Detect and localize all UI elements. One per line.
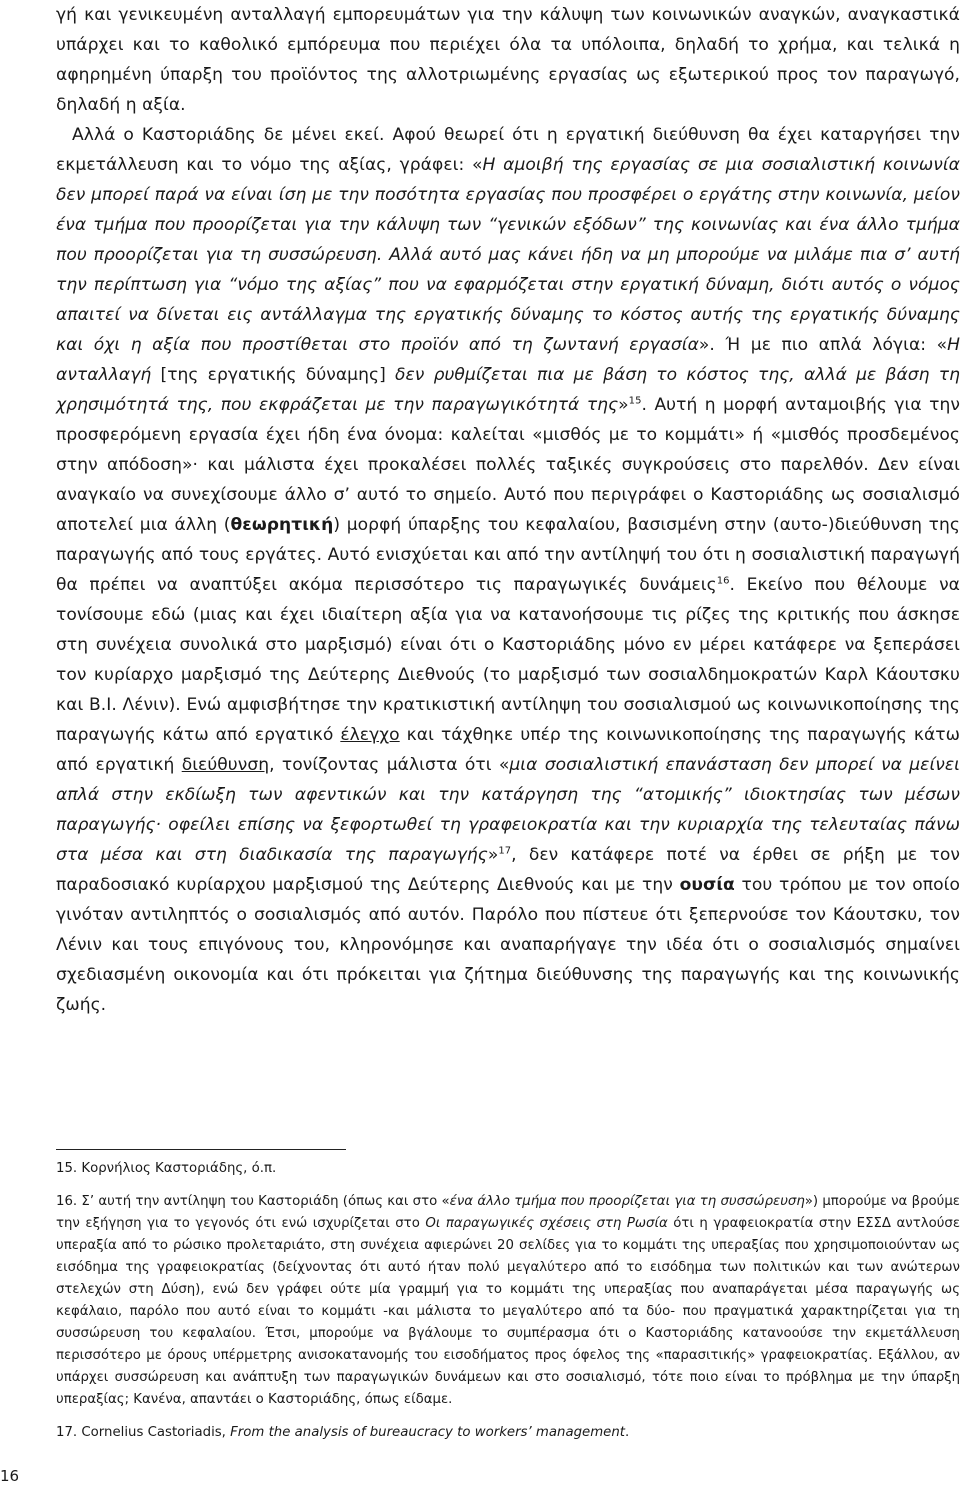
fn17-book-title: From the analysis of bureaucracy to workers’ management — [230, 1425, 626, 1440]
footnote-ref-17[interactable]: 17 — [498, 845, 512, 857]
footnotes — [56, 1158, 960, 1444]
main-text — [56, 0, 960, 1020]
p2-text-4: ) μορφή ύπαρξης του κεφαλαίου, βασισμένη στην (αυτο-)διεύθυνση της παραγωγής από τους εργάτες. Αυτό ενισχύεται και από την αντίληψή του ότι η σοσιαλιστική παραγωγή θα πρέπει να αναπτύξει ακόμα περισσότερο τις παραγωγικές δυνάμεις — [56, 515, 960, 595]
fn16-italic-1: ένα άλλο τμήμα που προορίζεται για τη συσσώρευση — [449, 1194, 805, 1209]
fn16-text-1: 16. Σ’ αυτή την αντίληψη του Καστοριάδη (όπως και στο « — [56, 1194, 450, 1209]
footnote-17 — [56, 1422, 960, 1444]
p2-text-5: . Εκείνο που θέλουμε να τονίσουμε εδώ (μιας και έχει ιδιαίτερη αξία για να κατανοήσουμε τις ρίζες της κριτικής που άσκησε στη συνέχεια συνολικά στο μαρξισμό) είναι ότι ο Καστοριάδης μόνο εν μέρει κατάφερε να ξεπεράσει τον κυρίαρχο μαρξισμό της Δεύτερης Διεθνούς (το μαρξισμό των σοσιαλδημοκρατών Καρλ Κάουτσκυ και Β.Ι. Λένιν). Ενώ αμφισβήτησε την κρατικιστική αντίληψη του σοσιαλισμού ως κοινωνικοποίησης της παραγωγής κάτω από εργατικό — [56, 575, 960, 745]
footnote-ref-15[interactable]: 15 — [628, 395, 642, 407]
fn16-text-3: ότι η γραφειοκρατία στην ΕΣΣΔ αντλούσε υπεραξία από το ρώσικο προλεταριάτο, στη συνέχεια αφιερώνει 20 σελίδες για το κομμάτι της υπεραξίας που χρησιμοποιούνταν ως εισόδημα της γραφειοκρατίας (δείχνοντας ότι αυτό ήταν πολύ μεγαλύτερο από το εισόδημα των πολιτικών και των ανώτερων στελεχών στη Δύση), ενώ δεν γράφει ούτε μία γραμμή για το κομμάτι της υπεραξίας που αναπαράγεται μέσα παραγωγής ως κεφάλαιο, παρόλο που αυτό είναι το κομμάτι -και μάλιστα το μεγαλύτερο από τα δύο- που πραγματικά χαρακτηρίζεται για τη συσσώρευση του κεφαλαίου. Έτσι, μπορούμε να βγάλουμε το συμπέρασμα ότι ο Καστοριάδης κατανοούσε την εκμετάλλευση περισσότερο με όρους υπέρμετρης ανισοκατανομής του εισοδήματος προς όφελος της «παρασιτικής» γραφειοκρατίας. Εξάλλου, αν υπάρχει συσσώρευση και ανάπτυξη των παραγωγικών δυνάμεων και στο σοσιαλισμό, τότε ποιο είναι το πρόβλημα με την ύπαρξη υπεραξίας; Κανένα, απαντάει ο Καστοριάδης, όπως είδαμε. — [56, 1216, 960, 1407]
fn17-text-1: 17. Cornelius Castoriadis, — [56, 1425, 231, 1440]
fn16-book-title: Οι παραγωγικές σχέσεις στη Ρωσία — [425, 1216, 668, 1231]
footnote-ref-16[interactable]: 16 — [716, 575, 730, 587]
underlined-management: διεύθυνση — [181, 755, 270, 775]
footnote-15: 15. Κορνήλιος Καστοριάδης, ό.π. — [56, 1161, 277, 1176]
underlined-control: έλεγχο — [340, 725, 400, 745]
p2-text-6: και τάχθηκε υπέρ της κοινωνικοποίησης της παραγωγής κάτω από εργατική — [56, 725, 960, 775]
p2-close-quote-2: » — [487, 845, 499, 865]
p2-bracket-note: [της εργατικής δύναμης] — [151, 365, 395, 385]
p2-close-quote-1: » — [618, 395, 629, 415]
p2-text-7: , τονίζοντας μάλιστα ότι « — [269, 755, 510, 775]
bold-theoretical: θεωρητική — [230, 515, 334, 535]
p2-text-2: ». Ή με πιο απλά λόγια: « — [698, 335, 948, 355]
castoriadis-quote-2b: δεν ρυθμίζεται πια με βάση το κόστος της, αλλά με βάση τη χρησιμότητά της, που εκφράζεται με την παραγωγικότητά της — [56, 365, 960, 415]
footnote-16 — [56, 1191, 960, 1411]
bold-essence: ουσία — [679, 875, 735, 895]
paragraph-1: γή και γενικευμένη ανταλλαγή εμπορευμάτων για την κάλυψη των κοινωνικών αναγκών, αναγκαστικά υπάρχει και το καθολικό εμπόρευμα που περιέχει όλα τα υπόλοιπα, δηλαδή το χρήμα, και τελικά η αφηρημένη ύπαρξη του προϊόντος της αλλοτριωμένης εργασίας ως εξωτερικού προς τον παραγωγό, δηλαδή η αξία. — [56, 5, 960, 115]
castoriadis-quote-1: Η αμοιβή της εργασίας σε μια σοσιαλιστική κοινωνία δεν μπορεί παρά να είναι ίση με την ποσότητα εργασίας που προσφέρει ο εργάτης στην κοινωνία, μείον ένα τμήμα που προορίζεται για την κάλυψη των “γενικών εξόδων” της κοινωνίας και ένα άλλο τμήμα που προορίζεται για τη συσσώρευση. Αλλά αυτό μας κάνει ήδη να μη μπορούμε να μιλάμε πια σ’ αυτή την περίπτωση για “νόμο της αξίας” που να εφαρμόζεται στην εργατική δύναμη, διότι αυτός ο νόμος απαιτεί να δίνεται εις αντάλλαγμα της εργατικής δύναμης το κόστος αυτής της εργατικής δύναμης και όχι η αξία που προστίθεται στο προϊόν από τη ζωντανή εργασία — [56, 155, 960, 355]
paragraph-2 — [56, 120, 960, 1020]
page-body — [56, 0, 960, 1020]
page-number: 16 — [0, 1467, 20, 1485]
p2-text-3: . Αυτή η μορφή ανταμοιβής για την προσφερόμενη εργασία έχει ήδη ένα όνομα: καλείται «μισθός με το κομμάτι» ή «μισθός προσδεμένος στην απόδοση»· και μάλιστα έχει προκαλέσει πολλές ταξικές συγκρούσεις στο παρελθόν. Δεν είναι αναγκαίο να συνεχίσουμε άλλο σ’ αυτό το σημείο. Αυτό που περιγράφει ο Καστοριάδης ως σοσιαλισμό αποτελεί μια άλλη ( — [56, 395, 960, 535]
footnote-divider — [56, 1149, 346, 1150]
castoriadis-quote-2a: Η ανταλλαγή — [56, 335, 960, 385]
castoriadis-quote-3: μια σοσιαλιστική επανάσταση δεν μπορεί να μείνει απλά στην εκδίωξη των αφεντικών και την κατάργηση της “ατομικής” ιδιοκτησίας των μέσων παραγωγής· οφείλει επίσης να ξεφορτωθεί τη γραφειοκρατία και την κυριαρχία της τελευταίας πάνω στα μέσα και στη διαδικασία της παραγωγής — [56, 755, 960, 865]
p2-text-8: , δεν κατάφερε ποτέ να έρθει σε ρήξη με τον παραδοσιακό κυρίαρχου μαρξισμού της Δεύτερης Διεθνούς και με την — [56, 845, 960, 895]
fn17-text-2: . — [625, 1425, 630, 1440]
p2-text-9: του τρόπου με τον οποίο γινόταν αντιληπτός ο σοσιαλισμός από αυτόν. Παρόλο που πίστευε ότι ξεπερνούσε τον Κάουτσκυ, τον Λένιν και τους επιγόνους του, κληρονόμησε και αναπαρήγαγε την ιδέα ότι ο σοσιαλισμός σημαίνει σχεδιασμένη οικονομία και ότι πρόκειται για ζήτημα διεύθυνσης της παραγωγής και της κοινωνικής ζωής. — [56, 875, 960, 1015]
fn16-text-2: ») μπορούμε να βρούμε την εξήγηση για το γεγονός ότι ενώ ισχυρίζεται στο — [56, 1194, 960, 1231]
p2-text-1: Αλλά ο Καστοριάδης δε μένει εκεί. Αφού θεωρεί ότι η εργατική διεύθυνση θα έχει καταργήσει την εκμετάλλευση και το νόμο της αξίας, γράφει: « — [56, 125, 960, 175]
